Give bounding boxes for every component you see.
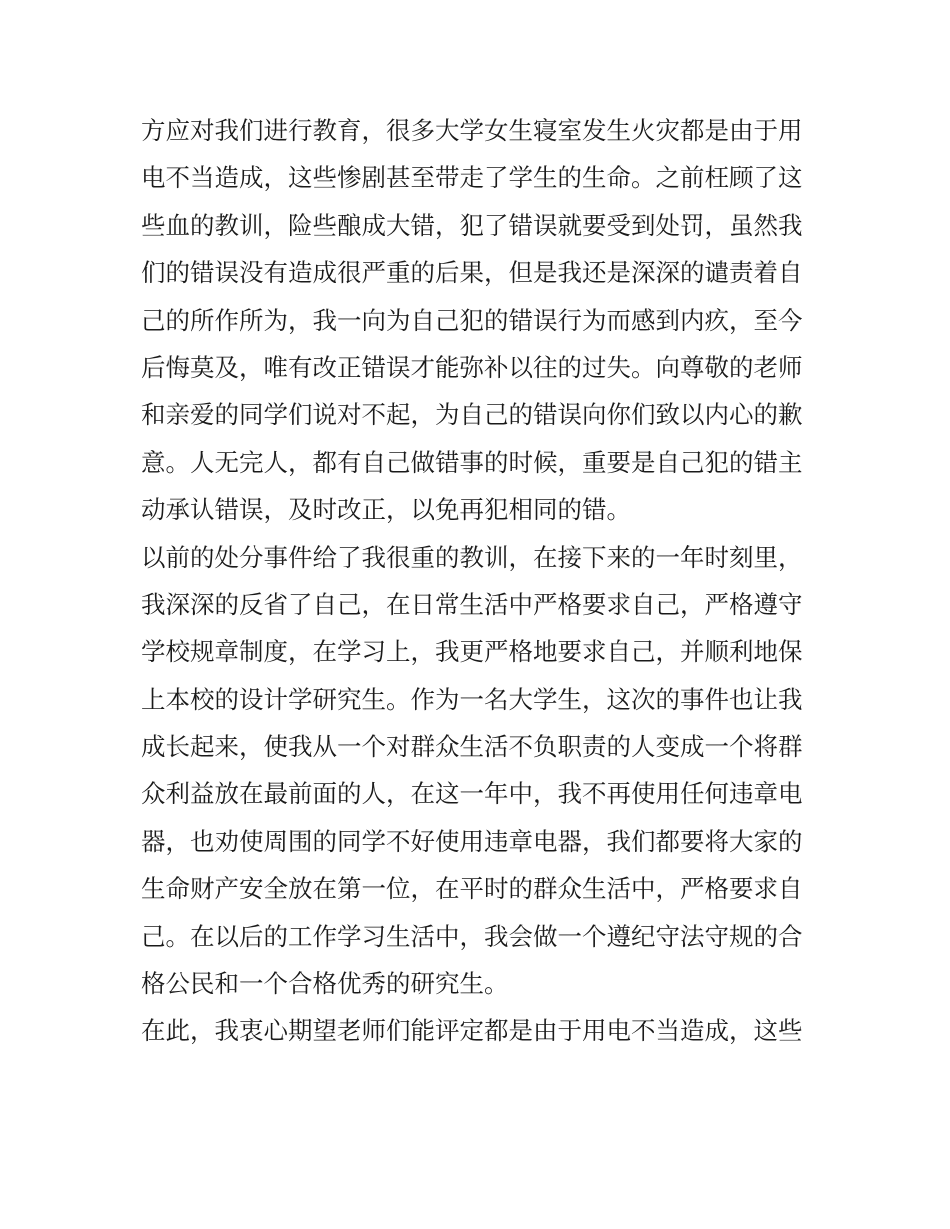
- text-line: 方应对我们进行教育，很多大学女生寝室发生火灾都是由于用: [141, 116, 803, 145]
- text-line: 生命财产安全放在第一位，在平时的群众生活中，严格要求自: [141, 874, 803, 904]
- text-line: 上本校的设计学研究生。作为一名大学生，这次的事件也让我: [141, 684, 803, 714]
- text-line: 众利益放在最前面的人，在这一年中，我不再使用任何违章电: [141, 779, 803, 809]
- text-line: 以前的处分事件给了我很重的教训，在接下来的一年时刻里，: [141, 542, 803, 572]
- text-line: 格公民和一个合格优秀的研究生。: [141, 969, 509, 999]
- text-line: 意。人无完人，都有自己做错事的时候，重要是自己犯的错主: [141, 447, 803, 477]
- text-line: 们的错误没有造成很严重的后果，但是我还是深深的谴责着自: [141, 258, 803, 288]
- text-line: 成长起来，使我从一个对群众生活不负职责的人变成一个将群: [141, 732, 803, 762]
- text-line: 动承认错误，及时改正，以免再犯相同的错。: [141, 495, 631, 525]
- text-line: 器，也劝使周围的同学不好使用违章电器，我们都要将大家的: [141, 826, 803, 856]
- text-line: 和亲爱的同学们说对不起，为自己的错误向你们致以内心的歉: [141, 400, 803, 430]
- text-line: 些血的教训，险些酿成大错，犯了错误就要受到处罚，虽然我: [141, 210, 803, 240]
- text-line: 己的所作所为，我一向为自己犯的错误行为而感到内疚，至今: [141, 305, 803, 335]
- text-line: 在此，我衷心期望老师们能评定都是由于用电不当造成，这些: [141, 1016, 803, 1046]
- document-body: [141, 107, 811, 1055]
- text-line: 我深深的反省了自己，在日常生活中严格要求自己，严格遵守: [141, 589, 803, 619]
- text-line: 学校规章制度，在学习上，我更严格地要求自己，并顺利地保: [141, 637, 803, 667]
- text-line: 后悔莫及，唯有改正错误才能弥补以往的过失。向尊敬的老师: [141, 352, 803, 382]
- text-line: 己。在以后的工作学习生活中，我会做一个遵纪守法守规的合: [141, 921, 803, 951]
- text-line: 电不当造成，这些惨剧甚至带走了学生的生命。之前枉顾了这: [141, 163, 803, 193]
